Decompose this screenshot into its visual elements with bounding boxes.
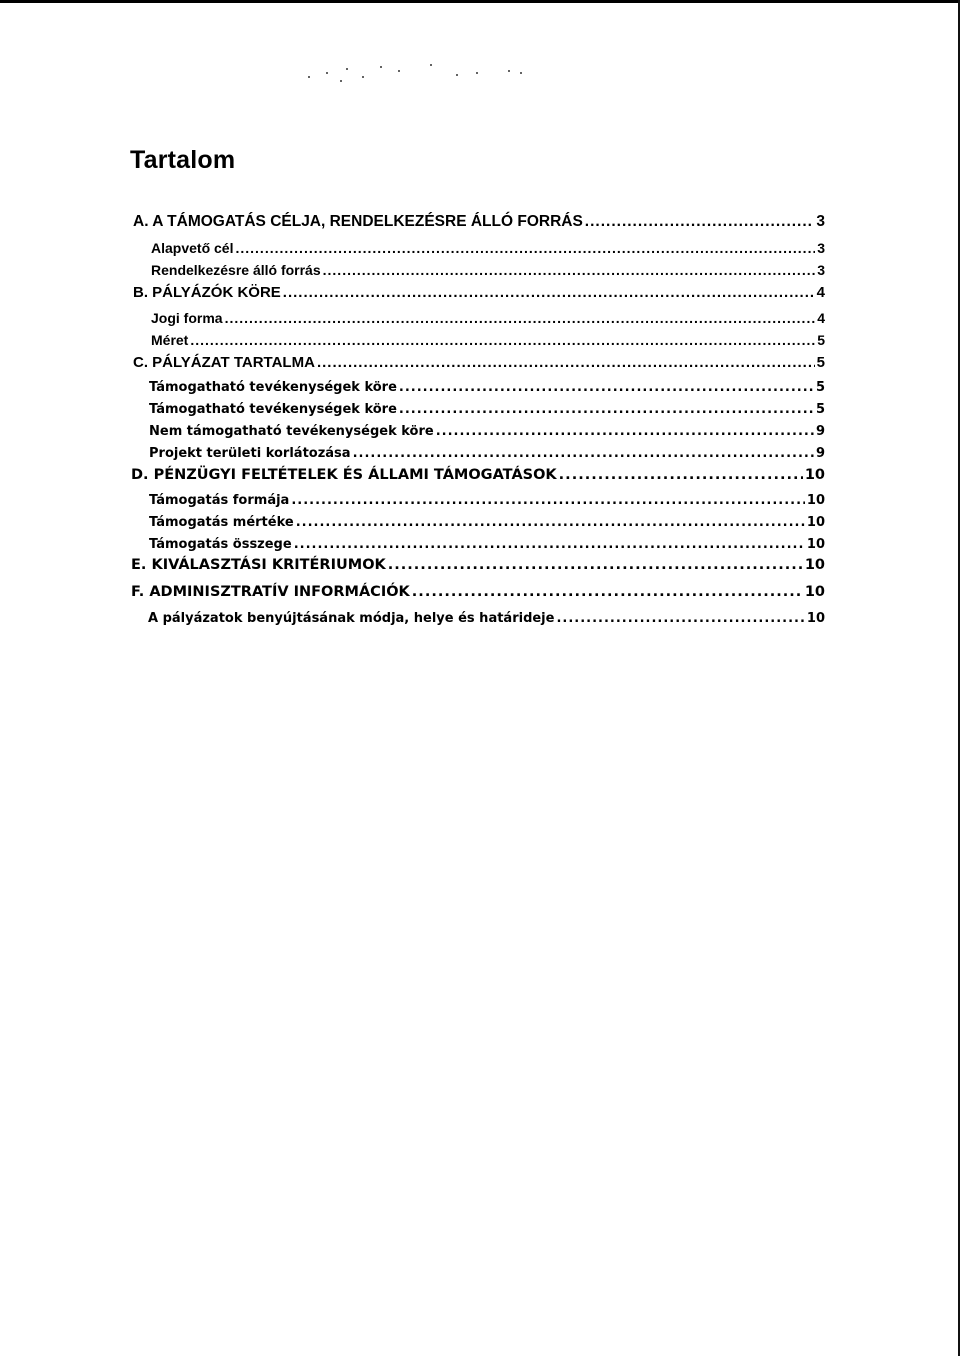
toc-entry[interactable] bbox=[149, 515, 825, 530]
toc-entry-label: Támogatható tevékenységek köre bbox=[149, 402, 397, 417]
toc-entry[interactable] bbox=[149, 380, 825, 395]
toc-entry-section-c[interactable] bbox=[133, 354, 825, 371]
toc-page-number: 10 bbox=[806, 611, 825, 626]
toc-page-number: 10 bbox=[804, 557, 825, 573]
toc-page-number: 10 bbox=[804, 584, 825, 600]
toc-entry[interactable] bbox=[151, 262, 825, 278]
toc-entry-label: Projekt területi korlátozása bbox=[149, 446, 351, 461]
toc-entry-section-d[interactable] bbox=[131, 467, 825, 483]
toc-entry-label: A. A TÁMOGATÁS CÉLJA, RENDELKEZÉSRE ÁLLÓ FORRÁS bbox=[133, 213, 583, 230]
toc-page-number: 5 bbox=[815, 402, 825, 417]
toc-page-number: 3 bbox=[817, 240, 825, 256]
toc-leader-dots bbox=[436, 424, 814, 439]
toc-entry[interactable] bbox=[149, 424, 825, 439]
toc-entry-section-f[interactable] bbox=[131, 584, 825, 600]
toc-page-number: 4 bbox=[817, 310, 825, 326]
toc-entry-label: C. PÁLYÁZAT TARTALMA bbox=[133, 354, 315, 371]
toc-entry-label: D. PÉNZÜGYI FELTÉTELEK ÉS ÁLLAMI TÁMOGATÁSOK bbox=[131, 467, 557, 483]
toc-entry[interactable] bbox=[151, 332, 825, 348]
toc-page-number: 9 bbox=[815, 424, 825, 439]
toc-leader-dots bbox=[294, 537, 805, 552]
toc-leader-dots bbox=[559, 467, 803, 483]
toc-entry[interactable] bbox=[149, 537, 825, 552]
toc-entry-label: Rendelkezésre álló forrás bbox=[151, 262, 321, 278]
toc-leader-dots bbox=[353, 446, 814, 461]
toc-entry-label: Alapvető cél bbox=[151, 240, 234, 256]
toc-leader-dots bbox=[225, 310, 816, 326]
toc-page-number: 3 bbox=[816, 213, 825, 230]
toc-leader-dots bbox=[399, 402, 814, 417]
toc-leader-dots bbox=[556, 611, 804, 626]
toc-entry-label: Támogatható tevékenységek köre bbox=[149, 380, 397, 395]
toc-entry[interactable] bbox=[149, 402, 825, 417]
toc-entry[interactable] bbox=[149, 446, 825, 461]
toc-leader-dots bbox=[291, 493, 805, 508]
toc-page-number: 4 bbox=[816, 284, 825, 301]
toc-page-number: 5 bbox=[817, 332, 825, 348]
toc-leader-dots bbox=[317, 354, 815, 371]
toc-page-number: 5 bbox=[816, 354, 825, 371]
toc-entry-section-e[interactable] bbox=[131, 557, 825, 573]
toc-entry-label: Támogatás formája bbox=[149, 493, 290, 508]
toc-entry-label: E. KIVÁLASZTÁSI KRITÉRIUMOK bbox=[131, 557, 386, 573]
toc-leader-dots bbox=[388, 557, 803, 573]
toc-leader-dots bbox=[190, 332, 815, 348]
toc-entry[interactable] bbox=[149, 493, 825, 508]
toc-entry-label: F. ADMINISZTRATÍV INFORMÁCIÓK bbox=[131, 584, 410, 600]
toc-page-number: 3 bbox=[817, 262, 825, 278]
toc-leader-dots bbox=[296, 515, 805, 530]
toc-entry-section-b[interactable] bbox=[133, 284, 825, 301]
toc-entry[interactable] bbox=[148, 611, 825, 626]
page-top-edge bbox=[0, 0, 960, 3]
toc-page-number: 9 bbox=[815, 446, 825, 461]
toc-entry-label: B. PÁLYÁZÓK KÖRE bbox=[133, 284, 281, 301]
toc-entry-label: A pályázatok benyújtásának módja, helye és határideje bbox=[148, 611, 555, 626]
toc-page-number: 10 bbox=[806, 537, 825, 552]
toc-page-number: 10 bbox=[806, 493, 825, 508]
toc-leader-dots bbox=[399, 380, 814, 395]
page-title: Tartalom bbox=[130, 146, 236, 174]
toc-entry-label: Támogatás mértéke bbox=[149, 515, 294, 530]
toc-page-number: 10 bbox=[804, 467, 825, 483]
toc-entry[interactable] bbox=[151, 240, 825, 256]
toc-entry-label: Támogatás összege bbox=[149, 537, 292, 552]
toc-leader-dots bbox=[283, 284, 815, 301]
toc-entry-label: Jogi forma bbox=[151, 310, 223, 326]
toc-leader-dots bbox=[585, 213, 815, 231]
toc-entry-label: Méret bbox=[151, 332, 189, 348]
toc-page-number: 5 bbox=[815, 380, 825, 395]
toc-leader-dots bbox=[235, 240, 815, 256]
toc-page-number: 10 bbox=[806, 515, 825, 530]
scan-specks bbox=[300, 62, 540, 92]
toc-leader-dots bbox=[412, 584, 803, 600]
toc-leader-dots bbox=[323, 262, 816, 278]
toc-entry-section-a[interactable] bbox=[133, 213, 825, 231]
toc-entry[interactable] bbox=[151, 310, 825, 326]
toc-entry-label: Nem támogatható tevékenységek köre bbox=[149, 424, 434, 439]
